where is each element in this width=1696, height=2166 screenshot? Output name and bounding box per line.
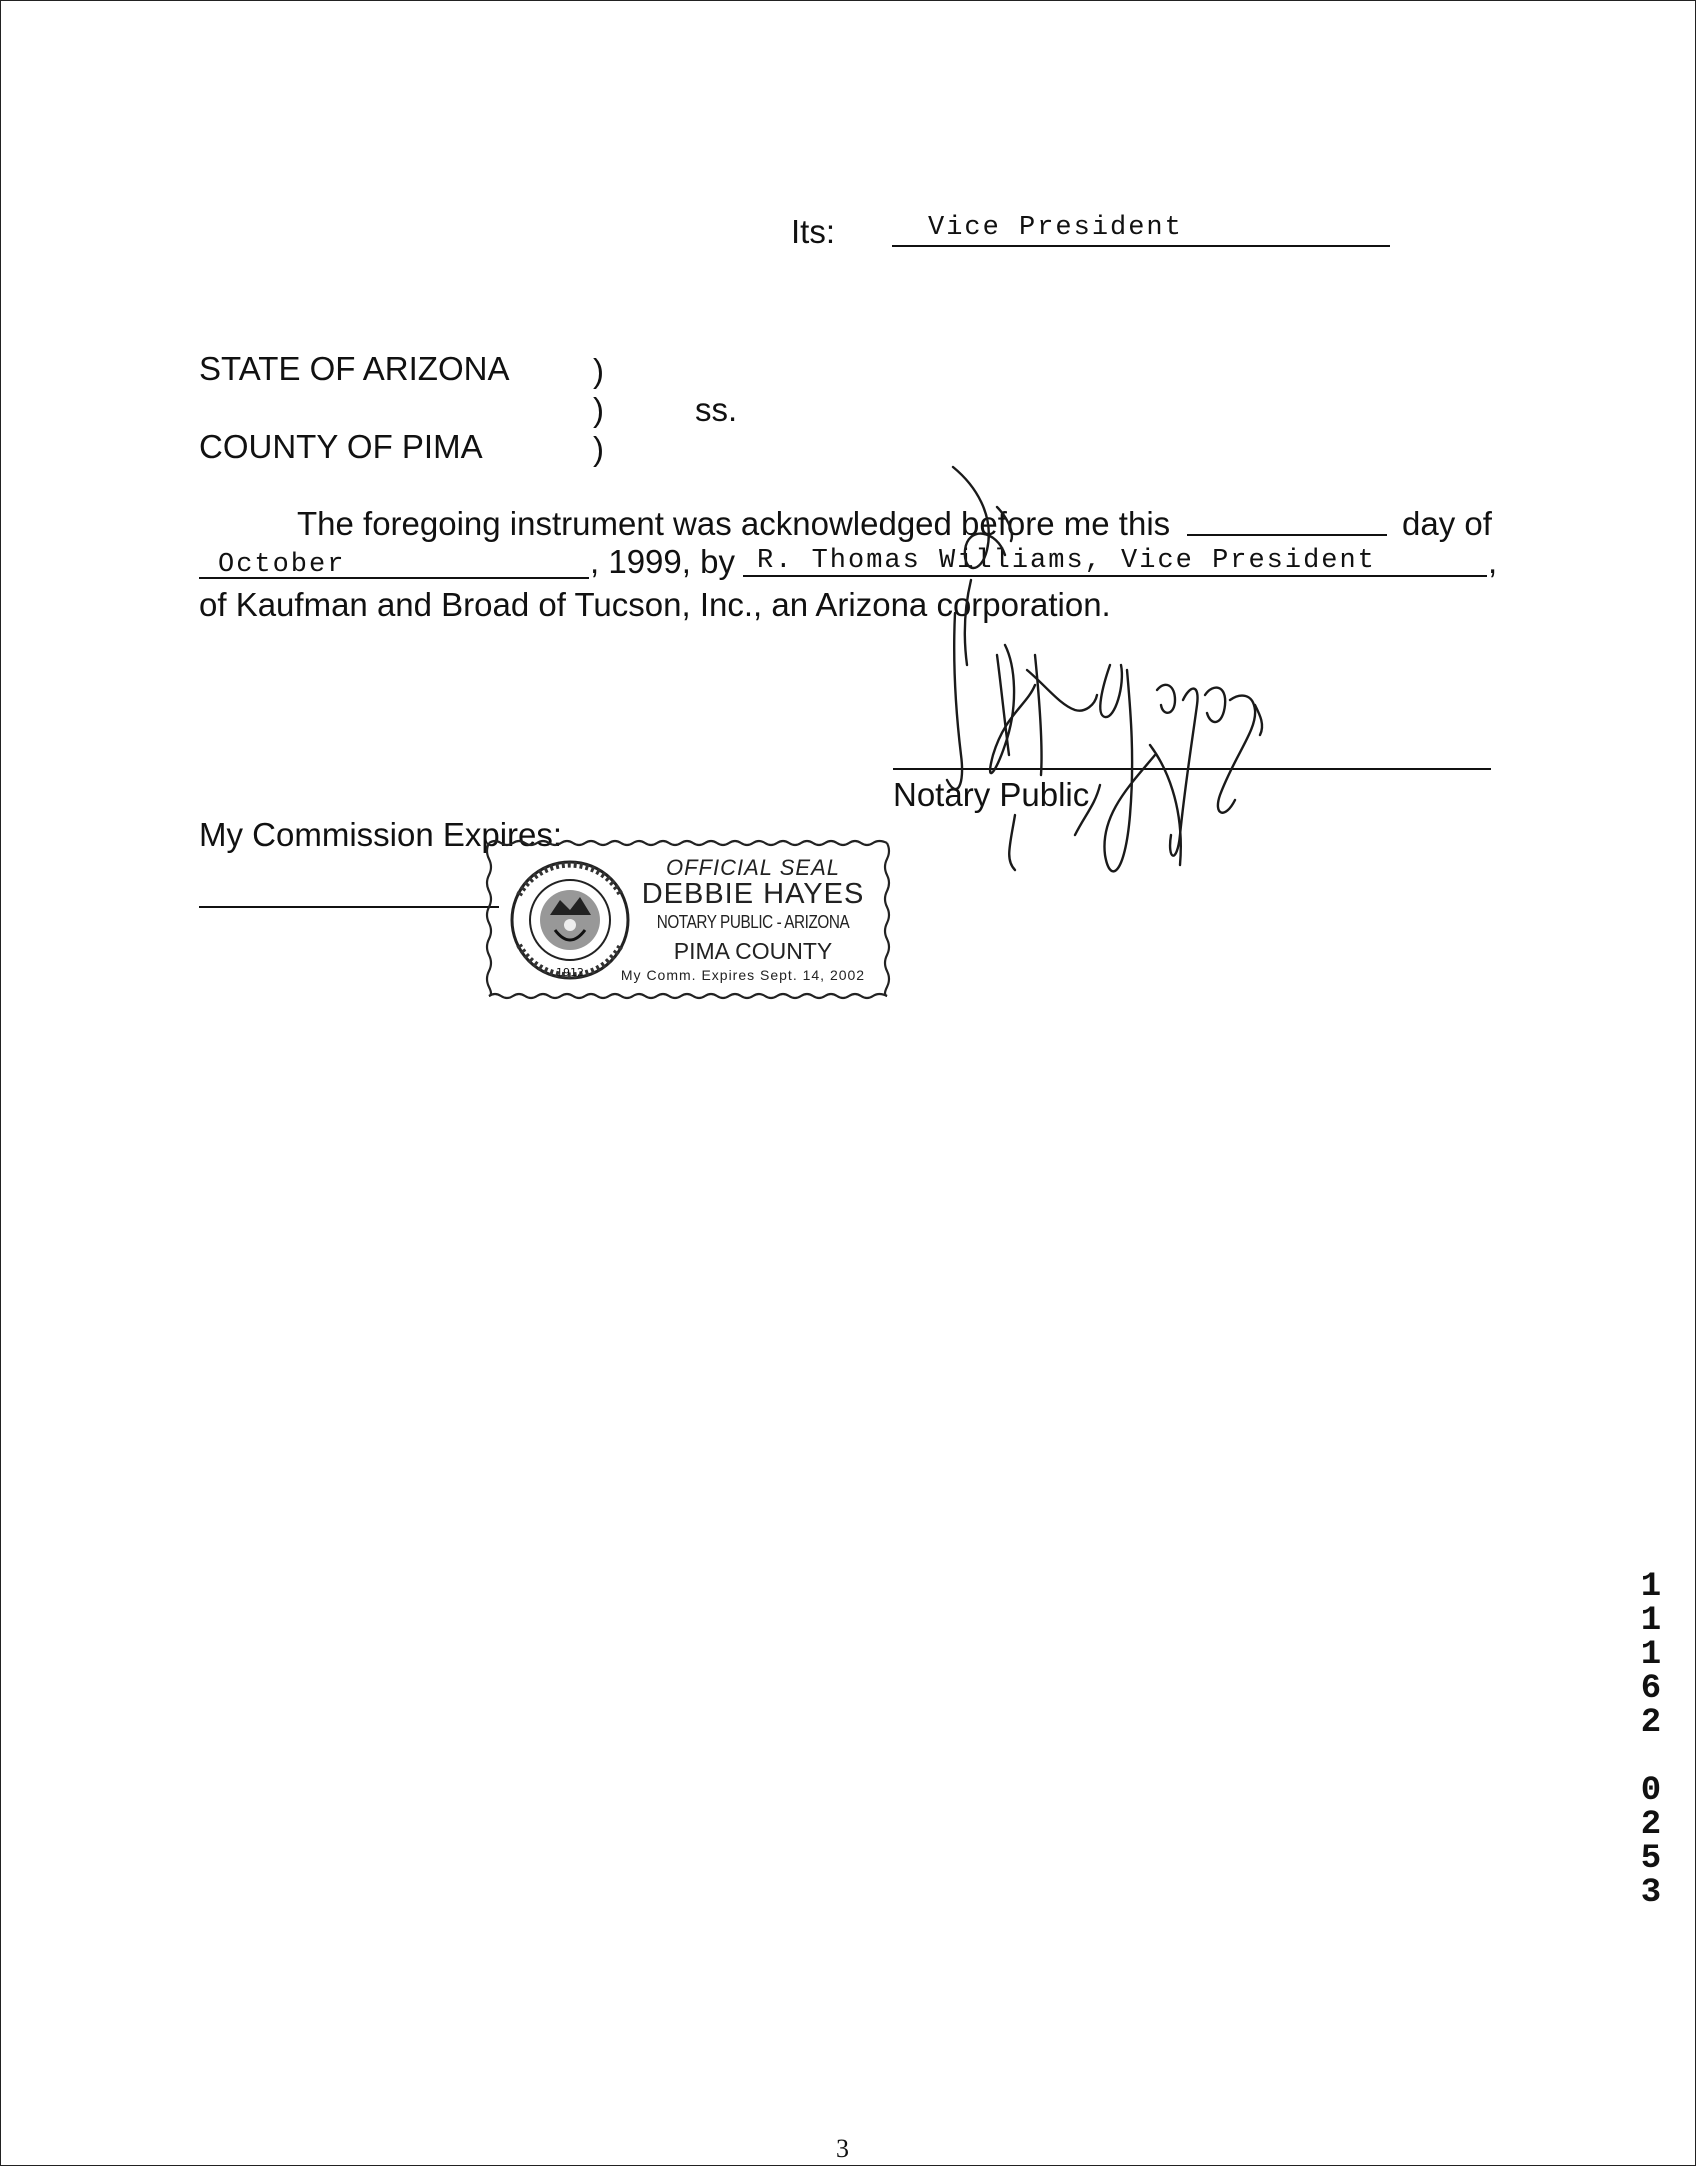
venue-paren-3: ) <box>593 430 604 467</box>
page-number: 3 <box>836 2134 849 2163</box>
ack-month: October <box>218 550 346 580</box>
ack-day-of: day of <box>1402 505 1492 542</box>
seal-line-county: PIMA COUNTY <box>673 938 833 964</box>
seal-line-official: OFFICIAL SEAL <box>666 855 840 880</box>
side-stamp-char: 1 <box>1640 1568 1662 1606</box>
commission-expires-line <box>199 906 499 908</box>
side-stamp-char: 6 <box>1640 1670 1662 1708</box>
venue-ss: ss. <box>695 391 738 428</box>
side-document-stamp <box>1635 1570 1667 1910</box>
seal-line-name: DEBBIE HAYES <box>641 878 865 910</box>
side-stamp-char: 5 <box>1640 1840 1662 1878</box>
venue-county: COUNTY OF PIMA <box>199 428 483 465</box>
its-title-value: Vice President <box>928 213 1183 243</box>
side-stamp-char: 1 <box>1640 1602 1662 1640</box>
its-label: Its: <box>791 213 836 250</box>
side-stamp-gap <box>1635 1740 1667 1774</box>
ack-comma: , <box>1488 543 1498 580</box>
notary-handwritten-signature <box>935 455 1325 895</box>
official-seal-stamp <box>483 837 893 1002</box>
side-stamp-char: 0 <box>1640 1772 1662 1810</box>
venue-paren-2: ) <box>593 391 604 428</box>
ack-year-by: , 1999, by <box>590 543 735 580</box>
month-underline <box>199 577 589 579</box>
notary-public-label: Notary Public <box>893 776 1090 813</box>
ack-closing: of Kaufman and Broad of Tucson, Inc., an Arizona corporation. <box>199 586 1111 623</box>
side-stamp-char: 2 <box>1640 1806 1662 1844</box>
ack-signer: R. Thomas Williams, Vice President <box>757 546 1376 576</box>
venue-paren-1: ) <box>593 352 604 389</box>
commission-expires-label: My Commission Expires: <box>199 816 563 853</box>
side-stamp-char: 3 <box>1640 1874 1662 1912</box>
seal-line-notary: NOTARY PUBLIC - ARIZONA <box>656 912 850 932</box>
ack-intro: The foregoing instrument was acknowledged before me this <box>297 505 1171 542</box>
its-underline <box>892 245 1390 247</box>
side-stamp-char: 1 <box>1640 1636 1662 1674</box>
seal-line-expiration: My Comm. Expires Sept. 14, 2002 <box>620 967 866 983</box>
venue-state: STATE OF ARIZONA <box>199 350 510 387</box>
side-stamp-char: 2 <box>1640 1704 1662 1742</box>
emblem-year: 1912 <box>556 966 584 979</box>
